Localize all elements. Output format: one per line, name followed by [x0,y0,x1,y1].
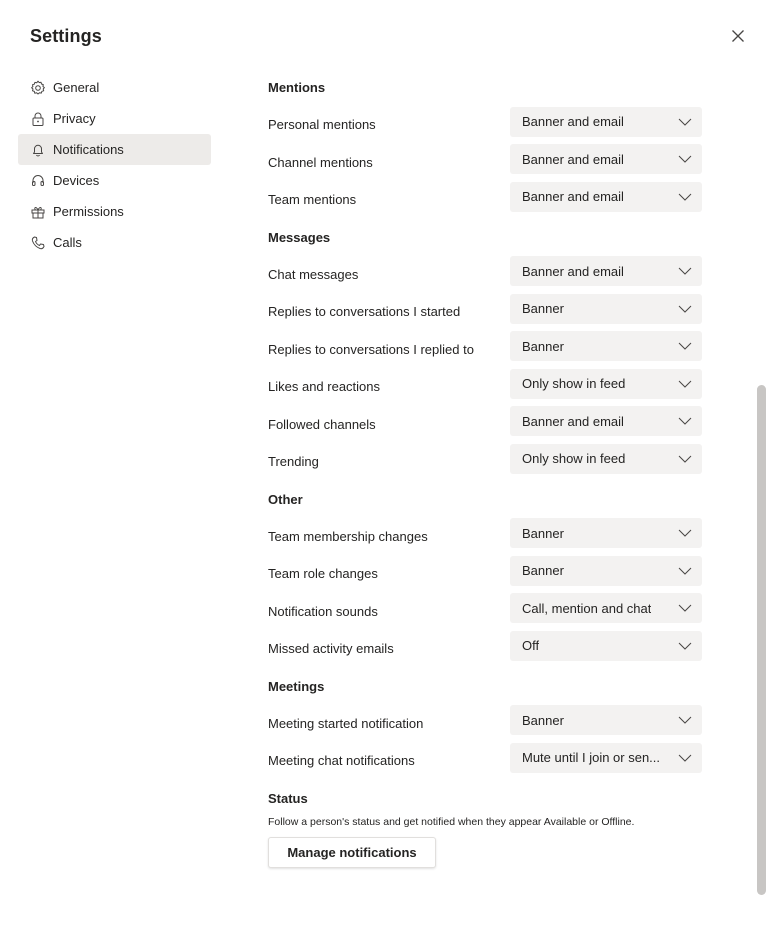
setting-label: Replies to conversations I started [268,304,461,320]
setting-label: Team membership changes [268,528,428,544]
setting-row-personal-mentions [268,103,702,141]
setting-label: Notification sounds [268,603,378,619]
dropdown-value: Banner and email [522,114,624,130]
sidebar-item-label: Permissions [53,204,124,219]
setting-label: Chat messages [268,266,359,282]
setting-row-replies-replied [268,328,702,366]
dropdown-value: Banner [522,712,564,728]
sidebar-item-privacy[interactable] [18,103,211,134]
replies-started-dropdown[interactable] [510,294,702,324]
setting-row-chat-messages [268,253,702,291]
section-header-mentions: Mentions [268,80,326,95]
setting-row-meeting-chat [268,739,702,777]
dropdown-value: Only show in feed [522,451,626,467]
likes-reactions-dropdown[interactable] [510,369,702,399]
gear-icon [30,80,46,96]
setting-row-likes-reactions [268,365,702,403]
dropdown-value: Call, mention and chat [522,600,652,616]
chat-messages-dropdown[interactable] [510,256,702,286]
dropdown-value: Banner and email [522,413,624,429]
team-mentions-dropdown[interactable] [510,182,702,212]
section-header-other: Other [268,491,303,507]
sidebar-item-calls[interactable] [18,227,211,258]
sidebar-item-notifications[interactable] [18,134,211,165]
setting-label: Meeting chat notifications [268,753,415,769]
dropdown-value: Banner [522,338,564,354]
notifications-content [268,72,702,868]
meeting-chat-dropdown[interactable] [510,743,702,773]
gift-icon [30,204,46,220]
sidebar-item-devices[interactable] [18,165,211,196]
chevron-down-icon [678,639,692,653]
replies-replied-dropdown[interactable] [510,331,702,361]
sidebar-item-general[interactable] [18,72,211,103]
manage-notifications-button[interactable]: Manage notifications [268,837,436,868]
setting-label: Followed channels [268,416,376,432]
setting-label: Meeting started notification [268,715,424,731]
trending-dropdown[interactable] [510,444,702,474]
bell-icon [30,142,46,158]
setting-row-missed-activity [268,627,702,665]
sidebar-item-label: Devices [53,173,100,188]
settings-sidebar [18,72,211,258]
section-header-status: Status [268,790,308,806]
dropdown-value: Only show in feed [522,376,626,392]
sidebar-item-permissions[interactable] [18,196,211,227]
section-header-meetings: Meetings [268,678,325,694]
setting-row-channel-mentions [268,141,702,179]
team-role-dropdown[interactable] [510,556,702,586]
setting-label: Trending [268,454,319,470]
close-icon [731,29,745,43]
setting-label: Channel mentions [268,154,373,170]
setting-label: Team role changes [268,566,378,582]
sidebar-item-label: Notifications [53,142,124,157]
setting-label: Replies to conversations I replied to [268,341,474,357]
missed-activity-dropdown[interactable] [510,631,702,661]
setting-row-team-role [268,552,702,590]
setting-label: Likes and reactions [268,379,381,395]
setting-row-notification-sounds [268,590,702,628]
followed-channels-dropdown[interactable] [510,406,702,436]
dropdown-value: Mute until I join or sen... [522,750,661,766]
chevron-down-icon [678,713,692,727]
lock-icon [30,111,46,127]
section-header-messages: Messages [268,229,331,245]
chevron-down-icon [678,452,692,466]
dropdown-value: Banner and email [522,263,624,279]
chevron-down-icon [678,414,692,428]
chevron-down-icon [678,377,692,391]
setting-label: Personal mentions [268,117,376,133]
setting-row-team-membership [268,515,702,553]
personal-mentions-dropdown[interactable] [510,107,702,137]
chevron-down-icon [678,751,692,765]
dropdown-value: Banner and email [522,151,624,167]
chevron-down-icon [678,152,692,166]
dialog-title: Settings [30,26,102,46]
setting-row-meeting-started [268,702,702,740]
chevron-down-icon [678,264,692,278]
meeting-started-dropdown[interactable] [510,705,702,735]
dropdown-value: Banner [522,563,564,579]
notification-sounds-dropdown[interactable] [510,593,702,623]
setting-row-followed-channels [268,403,702,441]
setting-label: Missed activity emails [268,641,394,657]
setting-row-replies-started [268,290,702,328]
team-membership-dropdown[interactable] [510,518,702,548]
chevron-down-icon [678,564,692,578]
sidebar-item-label: General [53,80,100,95]
dropdown-value: Banner [522,301,564,317]
channel-mentions-dropdown[interactable] [510,144,702,174]
chevron-down-icon [678,339,692,353]
sidebar-item-label: Privacy [53,111,96,126]
scrollbar-thumb[interactable] [757,385,766,895]
sidebar-item-label: Calls [53,235,82,250]
setting-row-trending [268,440,702,478]
setting-row-team-mentions [268,178,702,216]
close-button[interactable] [726,24,750,48]
dropdown-value: Banner [522,525,564,541]
chevron-down-icon [678,302,692,316]
chevron-down-icon [678,190,692,204]
dropdown-value: Off [522,638,540,654]
status-description: Follow a person's status and get notified when they appear Available or Offline. [268,815,635,828]
chevron-down-icon [678,115,692,129]
phone-icon [30,235,46,251]
dropdown-value: Banner and email [522,189,624,205]
headset-icon [30,173,46,189]
setting-label: Team mentions [268,192,357,208]
chevron-down-icon [678,526,692,540]
chevron-down-icon [678,601,692,615]
